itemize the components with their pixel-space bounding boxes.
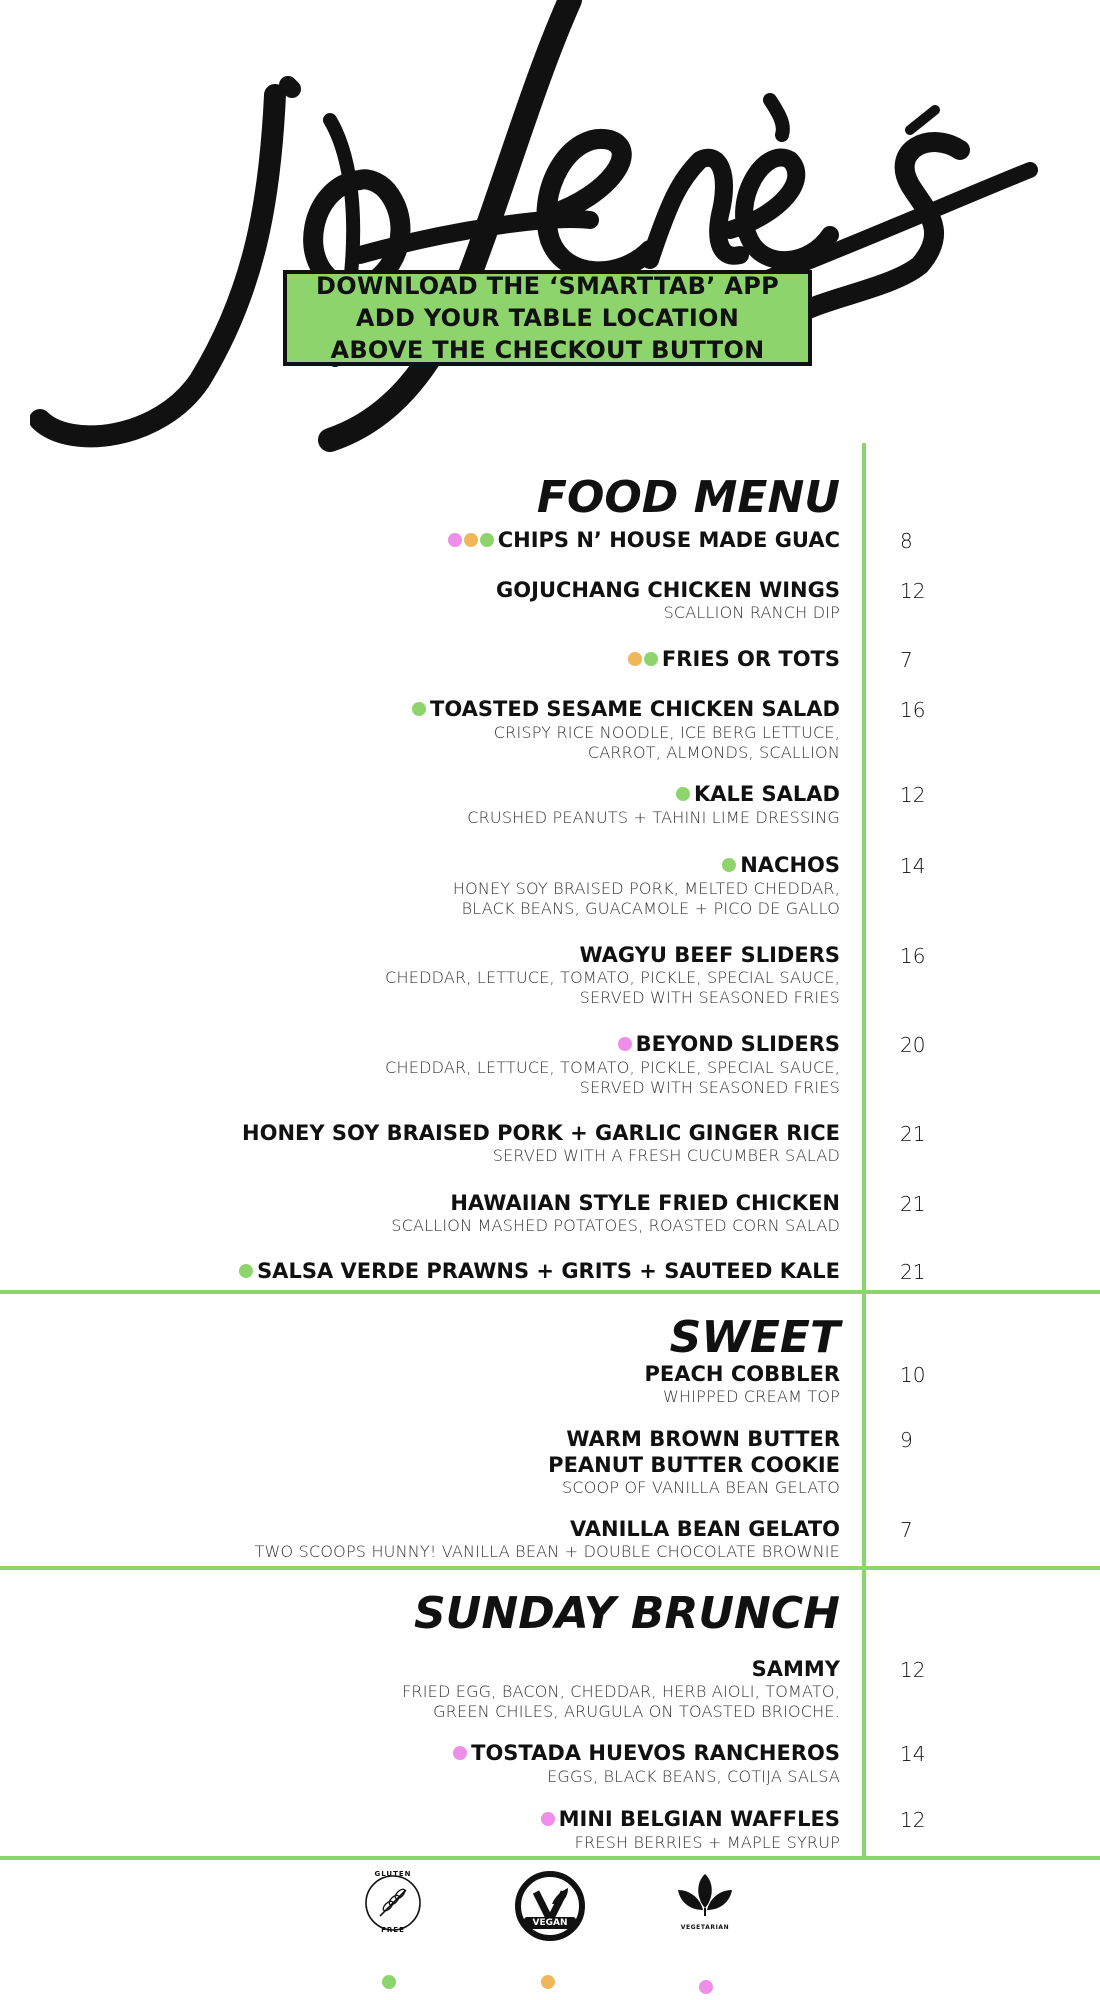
brunch-title: SUNDAY BRUNCH bbox=[413, 1588, 840, 1639]
dietary-dot-orange bbox=[464, 533, 478, 547]
menu-item-name-text: VANILLA BEAN GELATO bbox=[569, 1517, 840, 1541]
menu-item-price: 16 bbox=[900, 944, 926, 968]
menu-item-description: WHIPPED CREAM TOP bbox=[662, 1387, 840, 1406]
menu-item-description: HONEY SOY BRAISED PORK, MELTED CHEDDAR, bbox=[452, 879, 840, 898]
dietary-dots bbox=[618, 1032, 634, 1058]
dietary-dots bbox=[722, 853, 738, 879]
menu-item-name bbox=[448, 527, 840, 554]
restaurant-logo bbox=[30, 0, 1040, 470]
menu-item-name bbox=[239, 1258, 840, 1285]
menu-item bbox=[239, 1258, 840, 1285]
menu-item-name bbox=[496, 577, 840, 603]
menu-item-description: CHEDDAR, LETTUCE, TOMATO, PICKLE, SPECIAL SAUCE, bbox=[385, 1058, 840, 1077]
section-divider-food bbox=[0, 1290, 1100, 1294]
menu-item-name bbox=[645, 1361, 840, 1387]
menu-item-description: CRUSHED PEANUTS + TAHINI LIME DRESSING bbox=[467, 808, 840, 827]
menu-item-name bbox=[412, 696, 840, 723]
notice-line-2: ADD YOUR TABLE LOCATION bbox=[355, 304, 740, 332]
menu-item-name-text: HAWAIIAN STYLE FRIED CHICKEN bbox=[450, 1191, 840, 1215]
dietary-dots bbox=[628, 647, 660, 673]
menu-item-description: TWO SCOOPS HUNNY! VANILLA BEAN + DOUBLE CHOCOLATE BROWNIE bbox=[254, 1542, 840, 1561]
menu-item-name-text: NACHOS bbox=[740, 853, 840, 877]
menu-item-description: SCOOP OF VANILLA BEAN GELATO bbox=[562, 1478, 840, 1497]
menu-item bbox=[628, 646, 840, 673]
notice-line-1: DOWNLOAD THE ‘SMARTTAB’ APP bbox=[315, 272, 780, 300]
menu-item-price: 7 bbox=[900, 648, 913, 672]
menu-item bbox=[255, 1516, 840, 1562]
free-label: FREE bbox=[381, 1926, 405, 1934]
menu-item-name-text: SAMMY bbox=[751, 1657, 840, 1681]
menu-item-name bbox=[541, 1806, 840, 1833]
menu-item bbox=[467, 781, 840, 828]
wheat-icon bbox=[362, 1872, 424, 1934]
menu-item-name bbox=[453, 852, 840, 879]
menu-item-price: 21 bbox=[900, 1260, 926, 1284]
menu-item bbox=[385, 942, 840, 1008]
menu-item-description: CHEDDAR, LETTUCE, TOMATO, PICKLE, SPECIAL SAUCE, bbox=[385, 968, 840, 987]
dietary-dots bbox=[453, 1741, 469, 1767]
menu-item bbox=[496, 577, 840, 623]
menu-item-price: 21 bbox=[900, 1122, 926, 1146]
dietary-dots bbox=[239, 1259, 255, 1285]
dietary-dots bbox=[676, 782, 692, 808]
menu-item-description: SCALLION MASHED POTATOES, ROASTED CORN SALAD bbox=[391, 1216, 840, 1235]
menu-item-name bbox=[391, 1190, 840, 1216]
dietary-dot-green bbox=[412, 702, 426, 716]
menu-item-name-text: KALE SALAD bbox=[693, 782, 840, 806]
menu-item bbox=[391, 1190, 840, 1236]
menu-item-name-text: GOJUCHANG CHICKEN WINGS bbox=[496, 578, 840, 602]
vegan-leaf-icon bbox=[514, 1870, 586, 1942]
legend-dot-vegetarian bbox=[699, 1980, 713, 1994]
notice-line-3: ABOVE THE CHECKOUT BUTTON bbox=[330, 336, 765, 364]
dietary-dots bbox=[448, 528, 496, 554]
section-divider-sweet bbox=[0, 1566, 1100, 1570]
vegetarian-badge bbox=[672, 1866, 738, 1931]
menu-item-name bbox=[628, 646, 840, 673]
menu-item bbox=[448, 527, 840, 554]
smarttab-notice bbox=[283, 270, 812, 366]
menu-item-name-text: BEYOND SLIDERS bbox=[635, 1032, 840, 1056]
menu-item bbox=[242, 1120, 840, 1166]
menu-item-price: 7 bbox=[900, 1518, 913, 1542]
menu-item-description: SERVED WITH SEASONED FRIES bbox=[579, 988, 840, 1007]
menu-item-description: GREEN CHILES, ARUGULA ON TOASTED BRIOCHE. bbox=[433, 1702, 840, 1721]
menu-item-description: CARROT, ALMONDS, SCALLION bbox=[587, 743, 840, 762]
dietary-dot-green bbox=[239, 1264, 253, 1278]
menu-item-price: 8 bbox=[900, 529, 913, 553]
menu-item-name bbox=[385, 942, 840, 968]
menu-item-name bbox=[242, 1120, 840, 1146]
dietary-dot-green bbox=[676, 787, 690, 801]
dietary-dot-green bbox=[644, 652, 658, 666]
menu-item-name-text: PEANUT BUTTER COOKIE bbox=[548, 1453, 840, 1477]
legend-dot-gluten-free bbox=[382, 1975, 396, 1989]
dietary-dot-green bbox=[480, 533, 494, 547]
menu-item bbox=[453, 852, 840, 919]
menu-item-name-text: SALSA VERDE PRAWNS + GRITS + SAUTEED KALE bbox=[257, 1259, 840, 1283]
menu-item-name-text: CHIPS N’ HOUSE MADE GUAC bbox=[497, 528, 840, 552]
menu-item-description: CRISPY RICE NOODLE, ICE BERG LETTUCE, bbox=[493, 723, 840, 742]
menu-item-price: 9 bbox=[900, 1428, 913, 1452]
menu-item bbox=[402, 1656, 840, 1722]
menu-item-name bbox=[453, 1740, 840, 1767]
menu-item-description: EGGS, BLACK BEANS, COTIJA SALSA bbox=[547, 1767, 840, 1786]
dietary-dot-pink bbox=[448, 533, 462, 547]
dietary-dot-green bbox=[722, 858, 736, 872]
legend-dot-vegan bbox=[541, 1975, 555, 1989]
logo-script-art bbox=[30, 0, 1040, 470]
menu-item-name-text: HONEY SOY BRAISED PORK + GARLIC GINGER RICE bbox=[242, 1121, 840, 1145]
gluten-label: GLUTEN bbox=[374, 1870, 412, 1878]
sweet-title: SWEET bbox=[669, 1312, 840, 1363]
menu-item-name-text: PEACH COBBLER bbox=[644, 1362, 840, 1386]
menu-item-price: 12 bbox=[900, 1658, 926, 1682]
menu-item-name bbox=[402, 1656, 840, 1682]
menu-item bbox=[645, 1361, 840, 1407]
menu-item-price: 21 bbox=[900, 1192, 926, 1216]
food-menu-title: FOOD MENU bbox=[536, 472, 840, 523]
menu-item-name-text: WARM BROWN BUTTER bbox=[566, 1427, 840, 1451]
menu-item-description: SERVED WITH A FRESH CUCUMBER SALAD bbox=[492, 1146, 840, 1165]
menu-item-description: FRESH BERRIES + MAPLE SYRUP bbox=[574, 1833, 840, 1852]
menu-item-description: FRIED EGG, BACON, CHEDDAR, HERB AIOLI, TOMATO, bbox=[402, 1682, 840, 1701]
menu-item-price: 14 bbox=[900, 854, 926, 878]
menu-item-price: 12 bbox=[900, 783, 926, 807]
menu-item bbox=[385, 1031, 840, 1098]
dietary-dot-pink bbox=[541, 1812, 555, 1826]
dietary-dot-pink bbox=[618, 1037, 632, 1051]
menu-item-description: BLACK BEANS, GUACAMOLE + PICO DE GALLO bbox=[461, 899, 840, 918]
vegan-label: VEGAN bbox=[532, 1918, 568, 1928]
dietary-dots bbox=[541, 1807, 557, 1833]
menu-item bbox=[548, 1426, 840, 1498]
menu-item bbox=[412, 696, 840, 763]
menu-item-description: SERVED WITH SEASONED FRIES bbox=[579, 1078, 840, 1097]
menu-item bbox=[453, 1740, 840, 1787]
menu-item-name bbox=[467, 781, 840, 808]
vegan-badge bbox=[514, 1870, 586, 1947]
menu-item-price: 10 bbox=[900, 1363, 926, 1387]
menu-item-name bbox=[255, 1516, 840, 1542]
dietary-dots bbox=[412, 697, 428, 723]
menu-item-name-text: MINI BELGIAN WAFFLES bbox=[558, 1807, 840, 1831]
menu-item-name-text: WAGYU BEEF SLIDERS bbox=[579, 943, 840, 967]
price-column-divider bbox=[862, 443, 866, 1860]
menu-item-name-text: FRIES OR TOTS bbox=[661, 647, 840, 671]
menu-item-price: 14 bbox=[900, 1742, 926, 1766]
menu-item-price: 12 bbox=[900, 579, 926, 603]
gluten-free-badge bbox=[362, 1872, 424, 1939]
menu-item-name bbox=[548, 1452, 840, 1478]
leaves-icon bbox=[672, 1866, 738, 1926]
menu-item bbox=[541, 1806, 840, 1853]
menu-item-price: 20 bbox=[900, 1033, 926, 1057]
menu-item-price: 12 bbox=[900, 1808, 926, 1832]
menu-item-name-text: TOSTADA HUEVOS RANCHEROS bbox=[471, 1741, 840, 1765]
menu-item-name bbox=[548, 1426, 840, 1452]
dietary-dot-orange bbox=[628, 652, 642, 666]
menu-item-name-text: TOASTED SESAME CHICKEN SALAD bbox=[430, 697, 840, 721]
section-divider-brunch bbox=[0, 1856, 1100, 1860]
menu-item-name bbox=[385, 1031, 840, 1058]
menu-item-price: 16 bbox=[900, 698, 926, 722]
menu-item-description: SCALLION RANCH DIP bbox=[663, 603, 840, 622]
dietary-dot-pink bbox=[453, 1746, 467, 1760]
vegetarian-label: VEGETARIAN bbox=[680, 1924, 730, 1931]
